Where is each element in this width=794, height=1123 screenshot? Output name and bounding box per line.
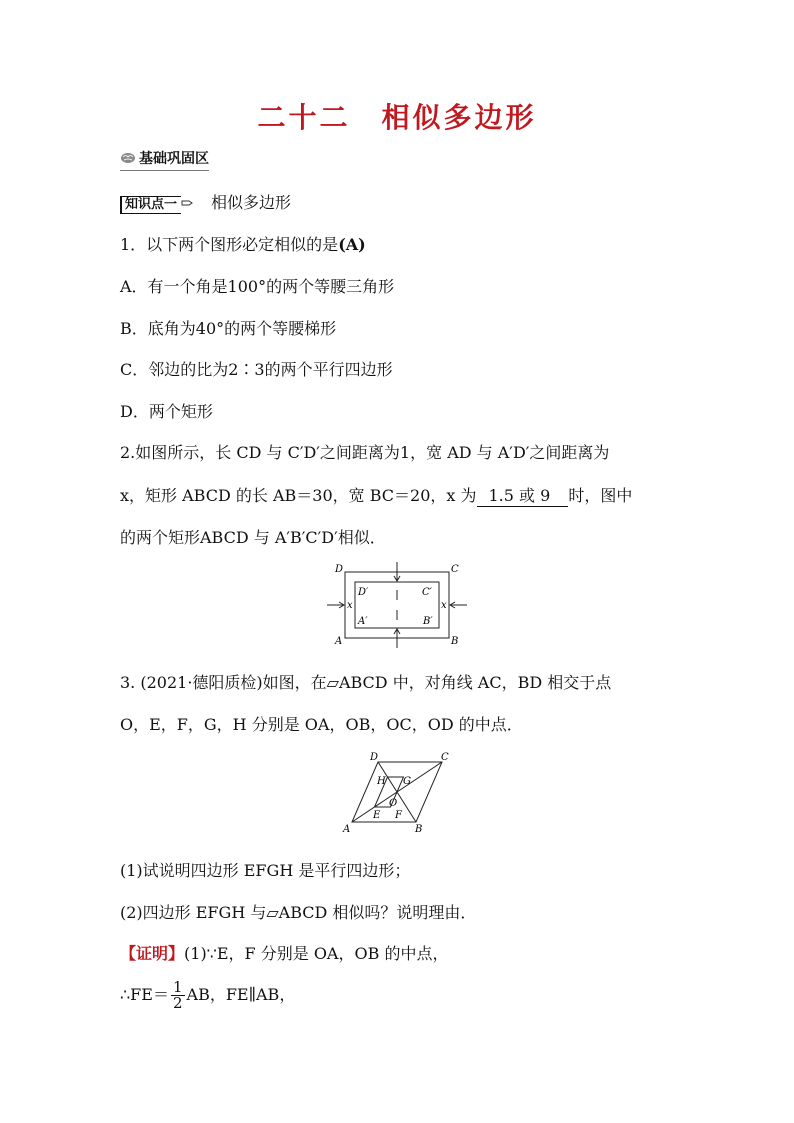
q2-line-1: 2.如图所示，长 CD 与 C′D′之间距离为1，宽 AD 与 A′D′之间距离为	[120, 443, 610, 462]
label-A: A	[335, 636, 343, 647]
fraction-numerator: 1	[172, 978, 183, 996]
label-C: C	[441, 752, 449, 763]
section-label: 基础巩固区	[139, 151, 209, 167]
proof-line-1-text: (1)∵E，F 分别是 OA，OB 的中点，	[184, 944, 449, 963]
label-x-left: x	[347, 600, 353, 611]
label-E: E	[373, 810, 381, 821]
q2-line-2-pre: x，矩形 ABCD 的长 AB＝30，宽 BC＝20，x 为	[120, 486, 477, 505]
proof-line-1	[120, 941, 448, 964]
q3-line-1: 3. (2021·德阳质检)如图，在▱ABCD 中，对角线 AC，BD 相交于点	[120, 673, 612, 692]
parallelogram-figure	[340, 748, 460, 836]
q2-line-3: 的两个矩形ABCD 与 A′B′C′D′相似．	[120, 528, 386, 547]
proof-line-2	[120, 980, 295, 1011]
label-A-prime: A′	[358, 616, 368, 627]
label-G: G	[403, 776, 411, 787]
label-B: B	[451, 636, 459, 647]
knowledge-point-tag: 知识点一	[120, 196, 181, 214]
pencil-arrow-icon	[181, 197, 193, 209]
label-C: C	[451, 564, 459, 575]
label-C-prime: C′	[422, 587, 432, 598]
label-x-right: x	[441, 600, 447, 611]
brain-icon	[120, 152, 136, 164]
knowledge-point-text: 相似多边形	[211, 193, 292, 212]
q1-stem-text: 1．以下两个图形必定相似的是	[120, 235, 339, 254]
q1-answer: (A)	[338, 235, 366, 254]
proof-tag: 【证明】	[120, 944, 185, 963]
q1-option-b: B．底角为40°的两个等腰梯形	[120, 319, 337, 338]
label-D: D	[370, 752, 379, 763]
q1-option-a: A．有一个角是100°的两个等腰三角形	[120, 277, 395, 296]
q3-sub-1: (1)试说明四边形 EFGH 是平行四边形；	[120, 861, 411, 880]
q2-line-2	[120, 483, 632, 507]
proof-line-2-pre: ∴FE＝	[120, 985, 169, 1004]
proof-line-2-post: AB，FE∥AB，	[186, 985, 296, 1004]
label-O: O	[389, 798, 398, 809]
q3-sub-2: (2)四边形 EFGH 与▱ABCD 相似吗？说明理由．	[120, 903, 477, 922]
section-divider	[120, 170, 209, 171]
fraction-one-half	[171, 980, 185, 1011]
q3-line-2: O，E，F，G，H 分别是 OA，OB，OC，OD 的中点．	[120, 715, 523, 734]
fraction-denominator: 2	[172, 994, 183, 1012]
label-H: H	[377, 776, 386, 787]
page-title: 二十二 相似多边形	[257, 101, 537, 134]
label-D-prime: D′	[358, 587, 369, 598]
q1-stem	[120, 232, 366, 255]
q1-option-d: D．两个矩形	[120, 402, 213, 421]
label-F: F	[395, 810, 402, 821]
section-heading	[120, 148, 209, 168]
knowledge-point-row	[120, 190, 291, 214]
label-B: B	[415, 824, 423, 835]
label-A: A	[343, 824, 351, 835]
q2-answer: 1.5 或 9	[477, 483, 569, 507]
q1-option-c: C．邻边的比为2∶3的两个平行四边形	[120, 360, 393, 379]
label-D: D	[335, 564, 344, 575]
q2-line-2-post: 时，图中	[568, 486, 633, 505]
rectangles-figure	[315, 560, 475, 650]
label-B-prime: B′	[423, 616, 433, 627]
